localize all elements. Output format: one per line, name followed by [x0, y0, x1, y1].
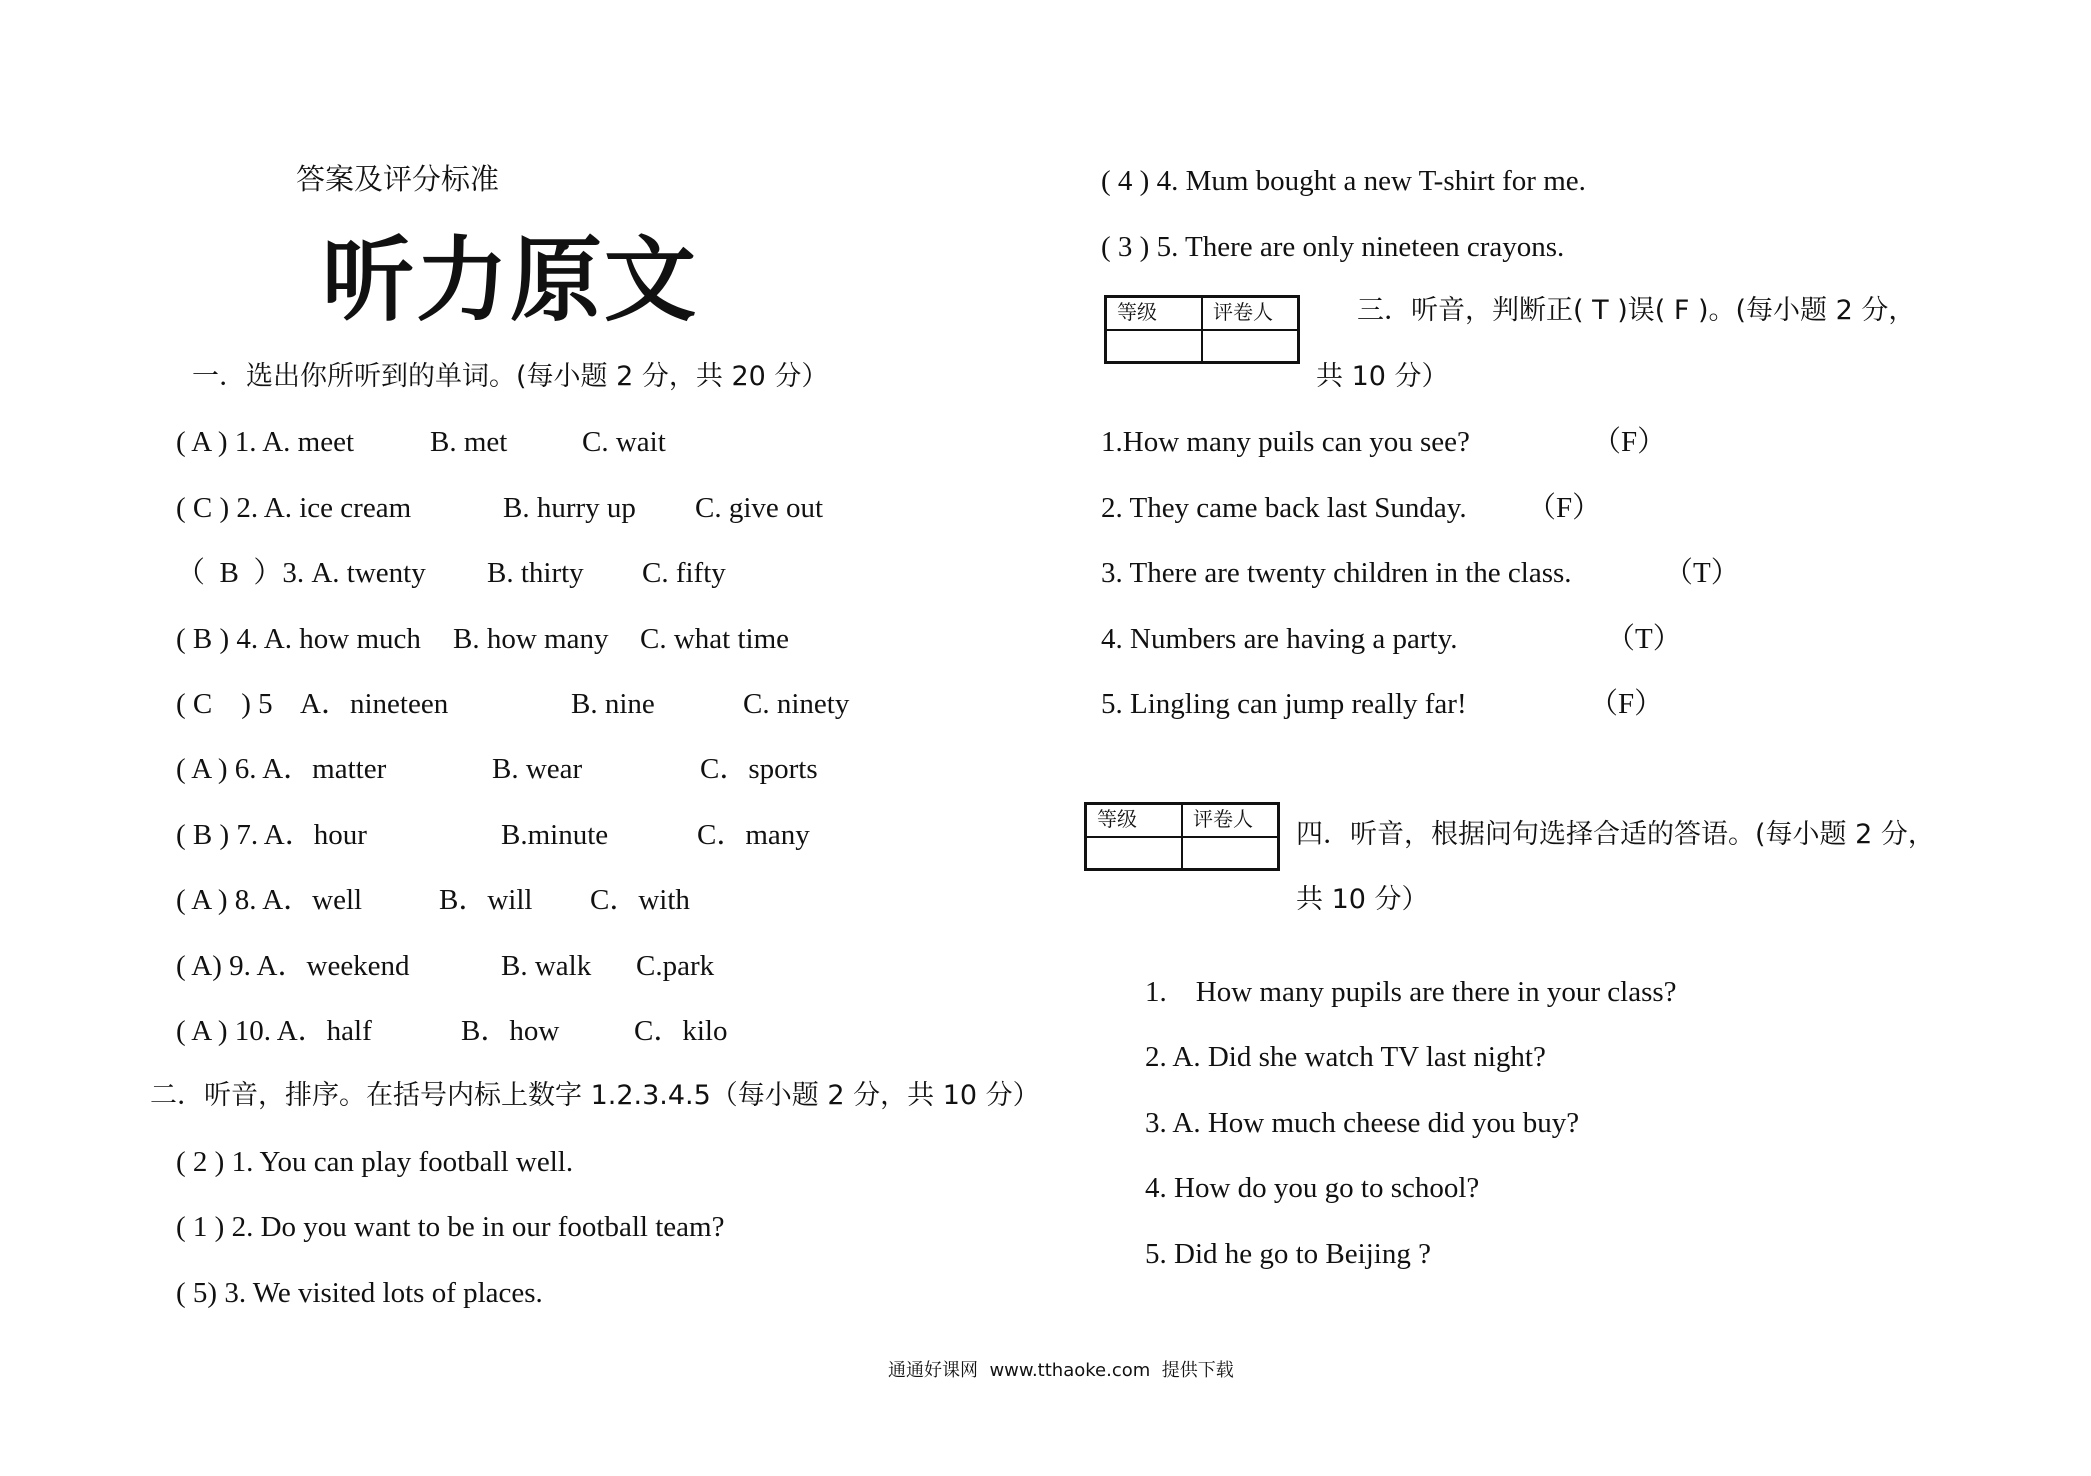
s1-item-7-option-b: B.minute: [501, 819, 609, 851]
s4-item-3: 3. A. How much cheese did you buy?: [1145, 1107, 1580, 1139]
grader-label: 评卷人: [1202, 297, 1298, 330]
s1-item-5-answer: ( C ) 5 A．nineteen: [176, 688, 449, 720]
grade-label: 等级: [1086, 804, 1182, 837]
s1-item-8-option-c: C．with: [590, 884, 690, 916]
section-4-heading: 四．听音，根据问句选择合适的答语。(每小题 2 分，: [1296, 819, 1935, 850]
s3-item-1-answer: （F）: [1592, 426, 1667, 458]
section-3-heading: 三．听音，判断正( T )误( F )。(每小题 2 分，: [1357, 295, 1916, 326]
section-1-heading: 一．选出你所听到的单词。(每小题 2 分，共 20 分）: [192, 361, 829, 392]
page-title: 听力原文: [322, 227, 699, 334]
s1-item-7-answer: ( B ) 7. A．hour: [176, 819, 367, 851]
s1-item-9-answer: ( A) 9. A．weekend: [176, 950, 410, 982]
s2-item-3: ( 5) 3. We visited lots of places.: [176, 1277, 543, 1309]
s1-item-10-option-b: B．how: [461, 1015, 560, 1047]
s1-item-10-option-c: C．kilo: [634, 1015, 728, 1047]
s3-item-3-answer: （T）: [1664, 557, 1740, 589]
s3-item-2-answer: （F）: [1527, 492, 1602, 524]
s1-item-7-option-c: C．many: [697, 819, 810, 851]
s3-item-4-question: 4. Numbers are having a party.: [1101, 623, 1458, 655]
grader-label: 评卷人: [1182, 804, 1278, 837]
grader-cell: [1202, 330, 1298, 363]
s2-item-5: ( 3 ) 5. There are only nineteen crayons.: [1101, 231, 1565, 263]
s1-item-8-answer: ( A ) 8. A．well: [176, 884, 363, 916]
grade-cell: [1106, 330, 1202, 363]
section-4-heading-cont: 共 10 分）: [1296, 884, 1429, 915]
s1-item-1-option-c: C. wait: [582, 426, 666, 458]
s1-item-3-answer: （ B ）3. A. twenty: [176, 557, 426, 589]
s1-item-4-option-b: B. how many: [453, 623, 609, 655]
s1-item-6-answer: ( A ) 6. A．matter: [176, 753, 387, 785]
s1-item-1-option-b: B. met: [430, 426, 508, 458]
s3-item-2-question: 2. They came back last Sunday.: [1101, 492, 1467, 524]
s2-item-1: ( 2 ) 1. You can play football well.: [176, 1146, 574, 1178]
s1-item-8-option-b: B．will: [439, 884, 533, 916]
s1-item-3-option-c: C. fifty: [642, 557, 726, 589]
s4-item-4: 4. How do you go to school?: [1145, 1172, 1480, 1204]
s1-item-10-answer: ( A ) 10. A．half: [176, 1015, 372, 1047]
s3-item-5-answer: （F）: [1589, 688, 1664, 720]
s1-item-6-option-c: C．sports: [700, 753, 818, 785]
section-2-heading: 二．听音，排序。在括号内标上数字 1.2.3.4.5（每小题 2 分，共 10 分）: [150, 1080, 1040, 1111]
grade-box-section-3: [1104, 295, 1300, 364]
subtitle: 答案及评分标准: [296, 162, 500, 196]
grade-label: 等级: [1106, 297, 1202, 330]
s3-item-5-question: 5. Lingling can jump really far!: [1101, 688, 1467, 720]
s1-item-5-option-c: C. ninety: [743, 688, 850, 720]
footer-credit: 通通好课网 www.tthaoke.com 提供下载: [888, 1360, 1234, 1381]
s1-item-1-answer: ( A ) 1. A. meet: [176, 426, 355, 458]
s1-item-9-option-c: C.park: [636, 950, 715, 982]
s4-item-1: 1. How many pupils are there in your class?: [1145, 976, 1677, 1008]
s4-item-2: 2. A. Did she watch TV last night?: [1145, 1041, 1546, 1073]
section-3-heading-cont: 共 10 分）: [1316, 361, 1449, 392]
s2-item-4: ( 4 ) 4. Mum bought a new T-shirt for me.: [1101, 165, 1586, 197]
grader-cell: [1182, 837, 1278, 870]
s1-item-2-answer: ( C ) 2. A. ice cream: [176, 492, 412, 524]
s3-item-3-question: 3. There are twenty children in the class.: [1101, 557, 1572, 589]
s1-item-2-option-b: B. hurry up: [503, 492, 636, 524]
s1-item-9-option-b: B. walk: [501, 950, 592, 982]
grade-cell: [1086, 837, 1182, 870]
s1-item-4-answer: ( B ) 4. A. how much: [176, 623, 421, 655]
s1-item-6-option-b: B. wear: [492, 753, 583, 785]
s1-item-3-option-b: B. thirty: [487, 557, 584, 589]
s3-item-4-answer: （T）: [1606, 623, 1682, 655]
s1-item-5-option-b: B. nine: [571, 688, 655, 720]
s3-item-1-question: 1.How many puils can you see?: [1101, 426, 1470, 458]
s2-item-2: ( 1 ) 2. Do you want to be in our football team?: [176, 1211, 725, 1243]
s1-item-4-option-c: C. what time: [640, 623, 790, 655]
s1-item-2-option-c: C. give out: [695, 492, 824, 524]
grade-box-section-4: [1084, 802, 1280, 871]
s4-item-5: 5. Did he go to Beijing ?: [1145, 1238, 1431, 1270]
